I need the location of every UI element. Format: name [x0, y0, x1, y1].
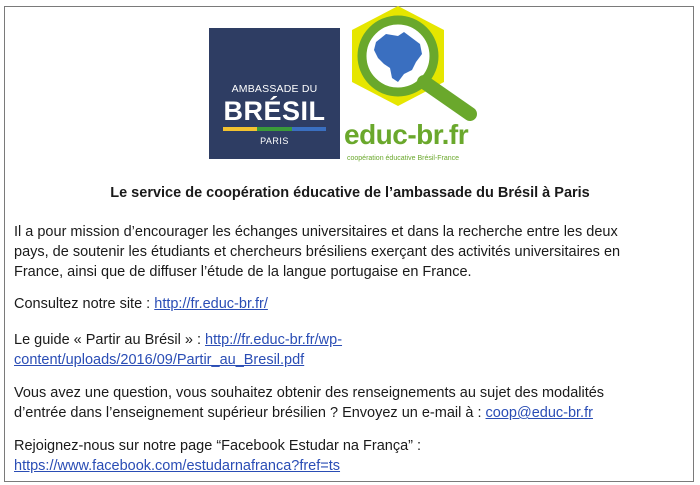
ambassade-logo	[209, 28, 340, 159]
question-line-2: d’entrée dans l’enseignement supérieur brésilien ? Envoyez un e-mail à :	[14, 405, 482, 421]
email-link[interactable]: coop@educ-br.fr	[485, 405, 593, 421]
mission-line-3: France, ainsi que de diffuser l’étude de la langue portugaise en France.	[14, 264, 472, 280]
site-link[interactable]: http://fr.educ-br.fr/	[154, 296, 268, 312]
ambassade-logo-line2: BRÉSIL	[223, 96, 326, 126]
facebook-label: Rejoignez-nous sur notre page “Facebook Estudar na França” :	[14, 438, 422, 454]
educ-br-logo-name: educ-br.fr	[344, 119, 469, 150]
educ-br-logo	[340, 4, 490, 164]
site-label: Consultez notre site :	[14, 296, 151, 312]
mission-paragraph	[14, 222, 686, 282]
document-title: Le service de coopération éducative de l’ambassade du Brésil à Paris	[110, 185, 590, 201]
mission-line-2: pays, de soutenir les étudiants et chercheurs brésiliens exerçant des activités universitaires en	[14, 244, 621, 260]
ambassade-logo-line3: PARIS	[260, 136, 289, 146]
site-paragraph	[14, 294, 686, 314]
guide-paragraph	[14, 330, 686, 370]
question-line-1: Vous avez une question, vous souhaitez obtenir des renseignements au sujet des modalités	[14, 385, 605, 401]
flag-stripes	[223, 127, 326, 131]
ambassade-logo-line1: AMBASSADE DU	[231, 83, 318, 95]
guide-link-part2[interactable]: content/uploads/2016/09/Partir_au_Bresil.pdf	[14, 352, 305, 368]
educ-br-logo-tagline: coopération éducative Brésil-France	[347, 155, 460, 162]
guide-label: Le guide « Partir au Brésil » :	[14, 332, 201, 348]
question-paragraph	[14, 383, 686, 423]
guide-link-part1[interactable]: http://fr.educ-br.fr/wp-	[205, 332, 343, 348]
facebook-link[interactable]: https://www.facebook.com/estudarnafranca?fref=ts	[14, 458, 341, 474]
facebook-paragraph	[14, 436, 686, 476]
mission-line-1: Il a pour mission d’encourager les échanges universitaires et dans la recherche entre les deux	[14, 224, 618, 240]
magnifier-brazil-map-icon	[340, 4, 490, 124]
